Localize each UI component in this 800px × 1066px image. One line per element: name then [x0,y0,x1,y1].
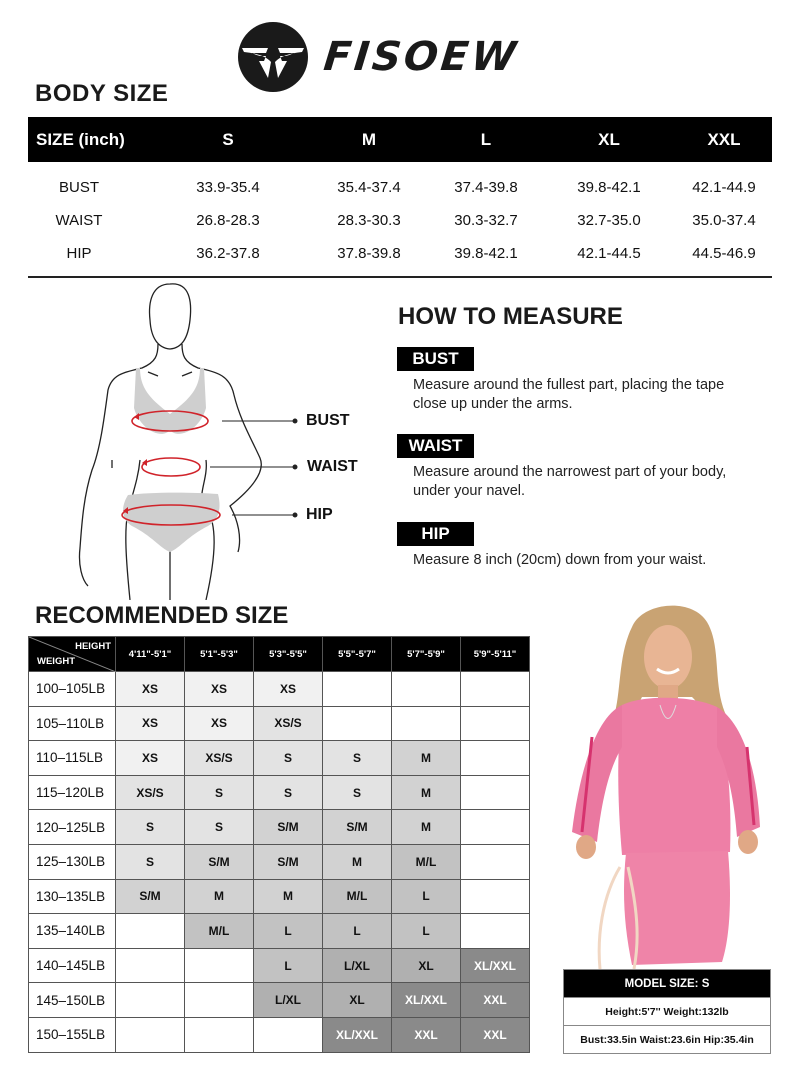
weight-range: 150–155LB [29,1017,116,1052]
brand-logo [238,22,521,92]
cell: 33.9-35.4 [196,179,260,196]
model-measurements: Bust:33.5in Waist:23.6in Hip:35.4in [564,1025,770,1053]
size-cell: XS [185,706,254,741]
measure-tag-hip: HIP [397,522,474,546]
size-cell [392,672,461,707]
size-cell [461,879,530,914]
figure-label-bust: BUST [306,412,350,429]
body-measurement-figure-icon [70,280,370,600]
model-photo-pink-sweatshirt-set [562,597,772,969]
figure-label-hip: HIP [306,506,333,523]
size-cell [254,1017,323,1052]
height-weight-corner [29,637,116,672]
measure-tag-bust: BUST [397,347,474,371]
size-cell: XXL [392,1017,461,1052]
size-header-xl: XL [598,129,620,149]
cell: 35.4-37.4 [337,179,401,196]
size-cell: XL/XXL [323,1017,392,1052]
cell: 39.8-42.1 [577,179,641,196]
cell: 32.7-35.0 [577,212,641,229]
desc-line: Measure around the narrowest part of your body, [413,464,727,480]
size-cell [116,948,185,983]
how-to-measure-title: HOW TO MEASURE [398,303,623,330]
cell: 44.5-46.9 [692,245,756,262]
size-header-m: M [361,129,377,149]
cell: 37.8-39.8 [337,245,401,262]
figure-label-waist: WAIST [307,458,358,475]
weight-range: 115–120LB [29,775,116,810]
table-row [29,879,530,914]
weight-range: 140–145LB [29,948,116,983]
size-cell: M/L [392,844,461,879]
size-cell [461,672,530,707]
brand-name: FISOEW [321,34,521,80]
size-cell: S/M [185,844,254,879]
size-cell: M [254,879,323,914]
size-cell: L [254,948,323,983]
weight-range: 110–115LB [29,741,116,776]
size-cell [392,706,461,741]
size-cell: XS [116,741,185,776]
size-cell: S/M [254,810,323,845]
body-size-row-hip [28,237,772,270]
size-cell: XS [185,672,254,707]
size-cell: M [185,879,254,914]
size-cell: L [392,879,461,914]
cell: 39.8-42.1 [454,245,518,262]
size-header-l: L [480,129,492,149]
size-cell: XL/XXL [392,983,461,1018]
size-cell: M [392,741,461,776]
table-row [29,810,530,845]
body-size-title: BODY SIZE [35,80,169,107]
size-cell: S/M [323,810,392,845]
size-cell: M/L [185,914,254,949]
size-header-s: S [222,129,234,149]
table-row [29,672,530,707]
weight-range: 145–150LB [29,983,116,1018]
size-cell: L [254,914,323,949]
size-cell [461,914,530,949]
size-cell: L [323,914,392,949]
cell: 42.1-44.5 [577,245,641,262]
desc-line: under your navel. [413,483,526,499]
measure-desc-waist [413,463,773,501]
size-header-xxl: XXL [707,129,741,149]
recommended-size-table [28,636,530,1053]
recommended-size-title: RECOMMENDED SIZE [35,602,289,629]
size-cell: L/XL [254,983,323,1018]
size-cell [461,810,530,845]
row-label: BUST [58,179,99,196]
size-cell [323,672,392,707]
size-cell: XS [116,672,185,707]
body-measurement-figure [70,280,370,600]
row-label: WAIST [55,212,103,229]
table-row [29,983,530,1018]
size-cell: M [323,844,392,879]
body-size-rows [28,162,772,278]
cell: 37.4-39.8 [454,179,518,196]
model-size-title: MODEL SIZE: S [564,970,770,997]
size-cell: S [116,810,185,845]
height-label: HEIGHT [75,641,111,652]
table-row [29,741,530,776]
weight-range: 100–105LB [29,672,116,707]
size-unit-header: SIZE (inch) [36,129,125,149]
model-size-box [563,969,771,1054]
size-cell: M [392,810,461,845]
recommended-size-rows [29,672,530,1053]
weight-range: 130–135LB [29,879,116,914]
model-height-weight: Height:5'7'' Weight:132lb [564,997,770,1025]
desc-line: Measure around the fullest part, placing the tape [413,377,725,393]
size-cell: XS/S [116,775,185,810]
cell: 36.2-37.8 [196,245,260,262]
cell: 42.1-44.9 [692,179,756,196]
size-cell: XS/S [254,706,323,741]
size-cell [116,914,185,949]
table-row [29,775,530,810]
body-size-row-waist [28,204,772,237]
height-header-row [29,637,530,672]
desc-line: Measure 8 inch (20cm) down from your waist. [413,552,707,568]
table-row [29,1017,530,1052]
table-row [29,948,530,983]
size-cell: S [254,775,323,810]
size-cell: S [323,741,392,776]
size-cell: S/M [116,879,185,914]
size-cell [323,706,392,741]
size-cell [461,844,530,879]
weight-range: 125–130LB [29,844,116,879]
height-col: 5'3"-5'5" [254,637,323,672]
measure-desc-bust [413,376,773,414]
size-cell: L/XL [323,948,392,983]
size-cell: M/L [323,879,392,914]
size-cell [185,983,254,1018]
size-cell [185,948,254,983]
size-cell: XS [116,706,185,741]
measure-desc-hip [413,551,773,570]
size-cell: XXL [461,983,530,1018]
size-cell: S/M [254,844,323,879]
size-cell: XXL [461,1017,530,1052]
size-cell [185,1017,254,1052]
size-cell: XL [323,983,392,1018]
size-cell [461,706,530,741]
height-col: 5'9"-5'11" [461,637,530,672]
weight-range: 105–110LB [29,706,116,741]
size-cell [461,741,530,776]
body-size-table [28,117,772,278]
table-row [29,914,530,949]
size-cell [461,775,530,810]
size-cell [116,1017,185,1052]
table-row [29,706,530,741]
body-size-header-row [28,117,772,162]
weight-range: 135–140LB [29,914,116,949]
size-cell: M [392,775,461,810]
size-cell: S [116,844,185,879]
size-cell: XS/S [185,741,254,776]
measure-tag-waist: WAIST [397,434,474,458]
size-cell: S [323,775,392,810]
desc-line: close up under the arms. [413,396,573,412]
cell: 35.0-37.4 [692,212,756,229]
size-cell: S [185,810,254,845]
row-label: HIP [66,245,92,262]
size-cell [116,983,185,1018]
height-col: 5'1"-5'3" [185,637,254,672]
height-col: 5'5"-5'7" [323,637,392,672]
weight-label: WEIGHT [37,656,75,667]
body-size-row-bust [28,171,772,204]
size-cell: S [185,775,254,810]
size-cell: XL/XXL [461,948,530,983]
height-col: 5'7"-5'9" [392,637,461,672]
fisoew-logo-icon [238,22,308,92]
size-cell: XS [254,672,323,707]
cell: 28.3-30.3 [337,212,401,229]
cell: 30.3-32.7 [454,212,518,229]
height-col: 4'11"-5'1" [116,637,185,672]
size-cell: L [392,914,461,949]
size-cell: S [254,741,323,776]
table-row [29,844,530,879]
cell: 26.8-28.3 [196,212,260,229]
weight-range: 120–125LB [29,810,116,845]
size-cell: XL [392,948,461,983]
